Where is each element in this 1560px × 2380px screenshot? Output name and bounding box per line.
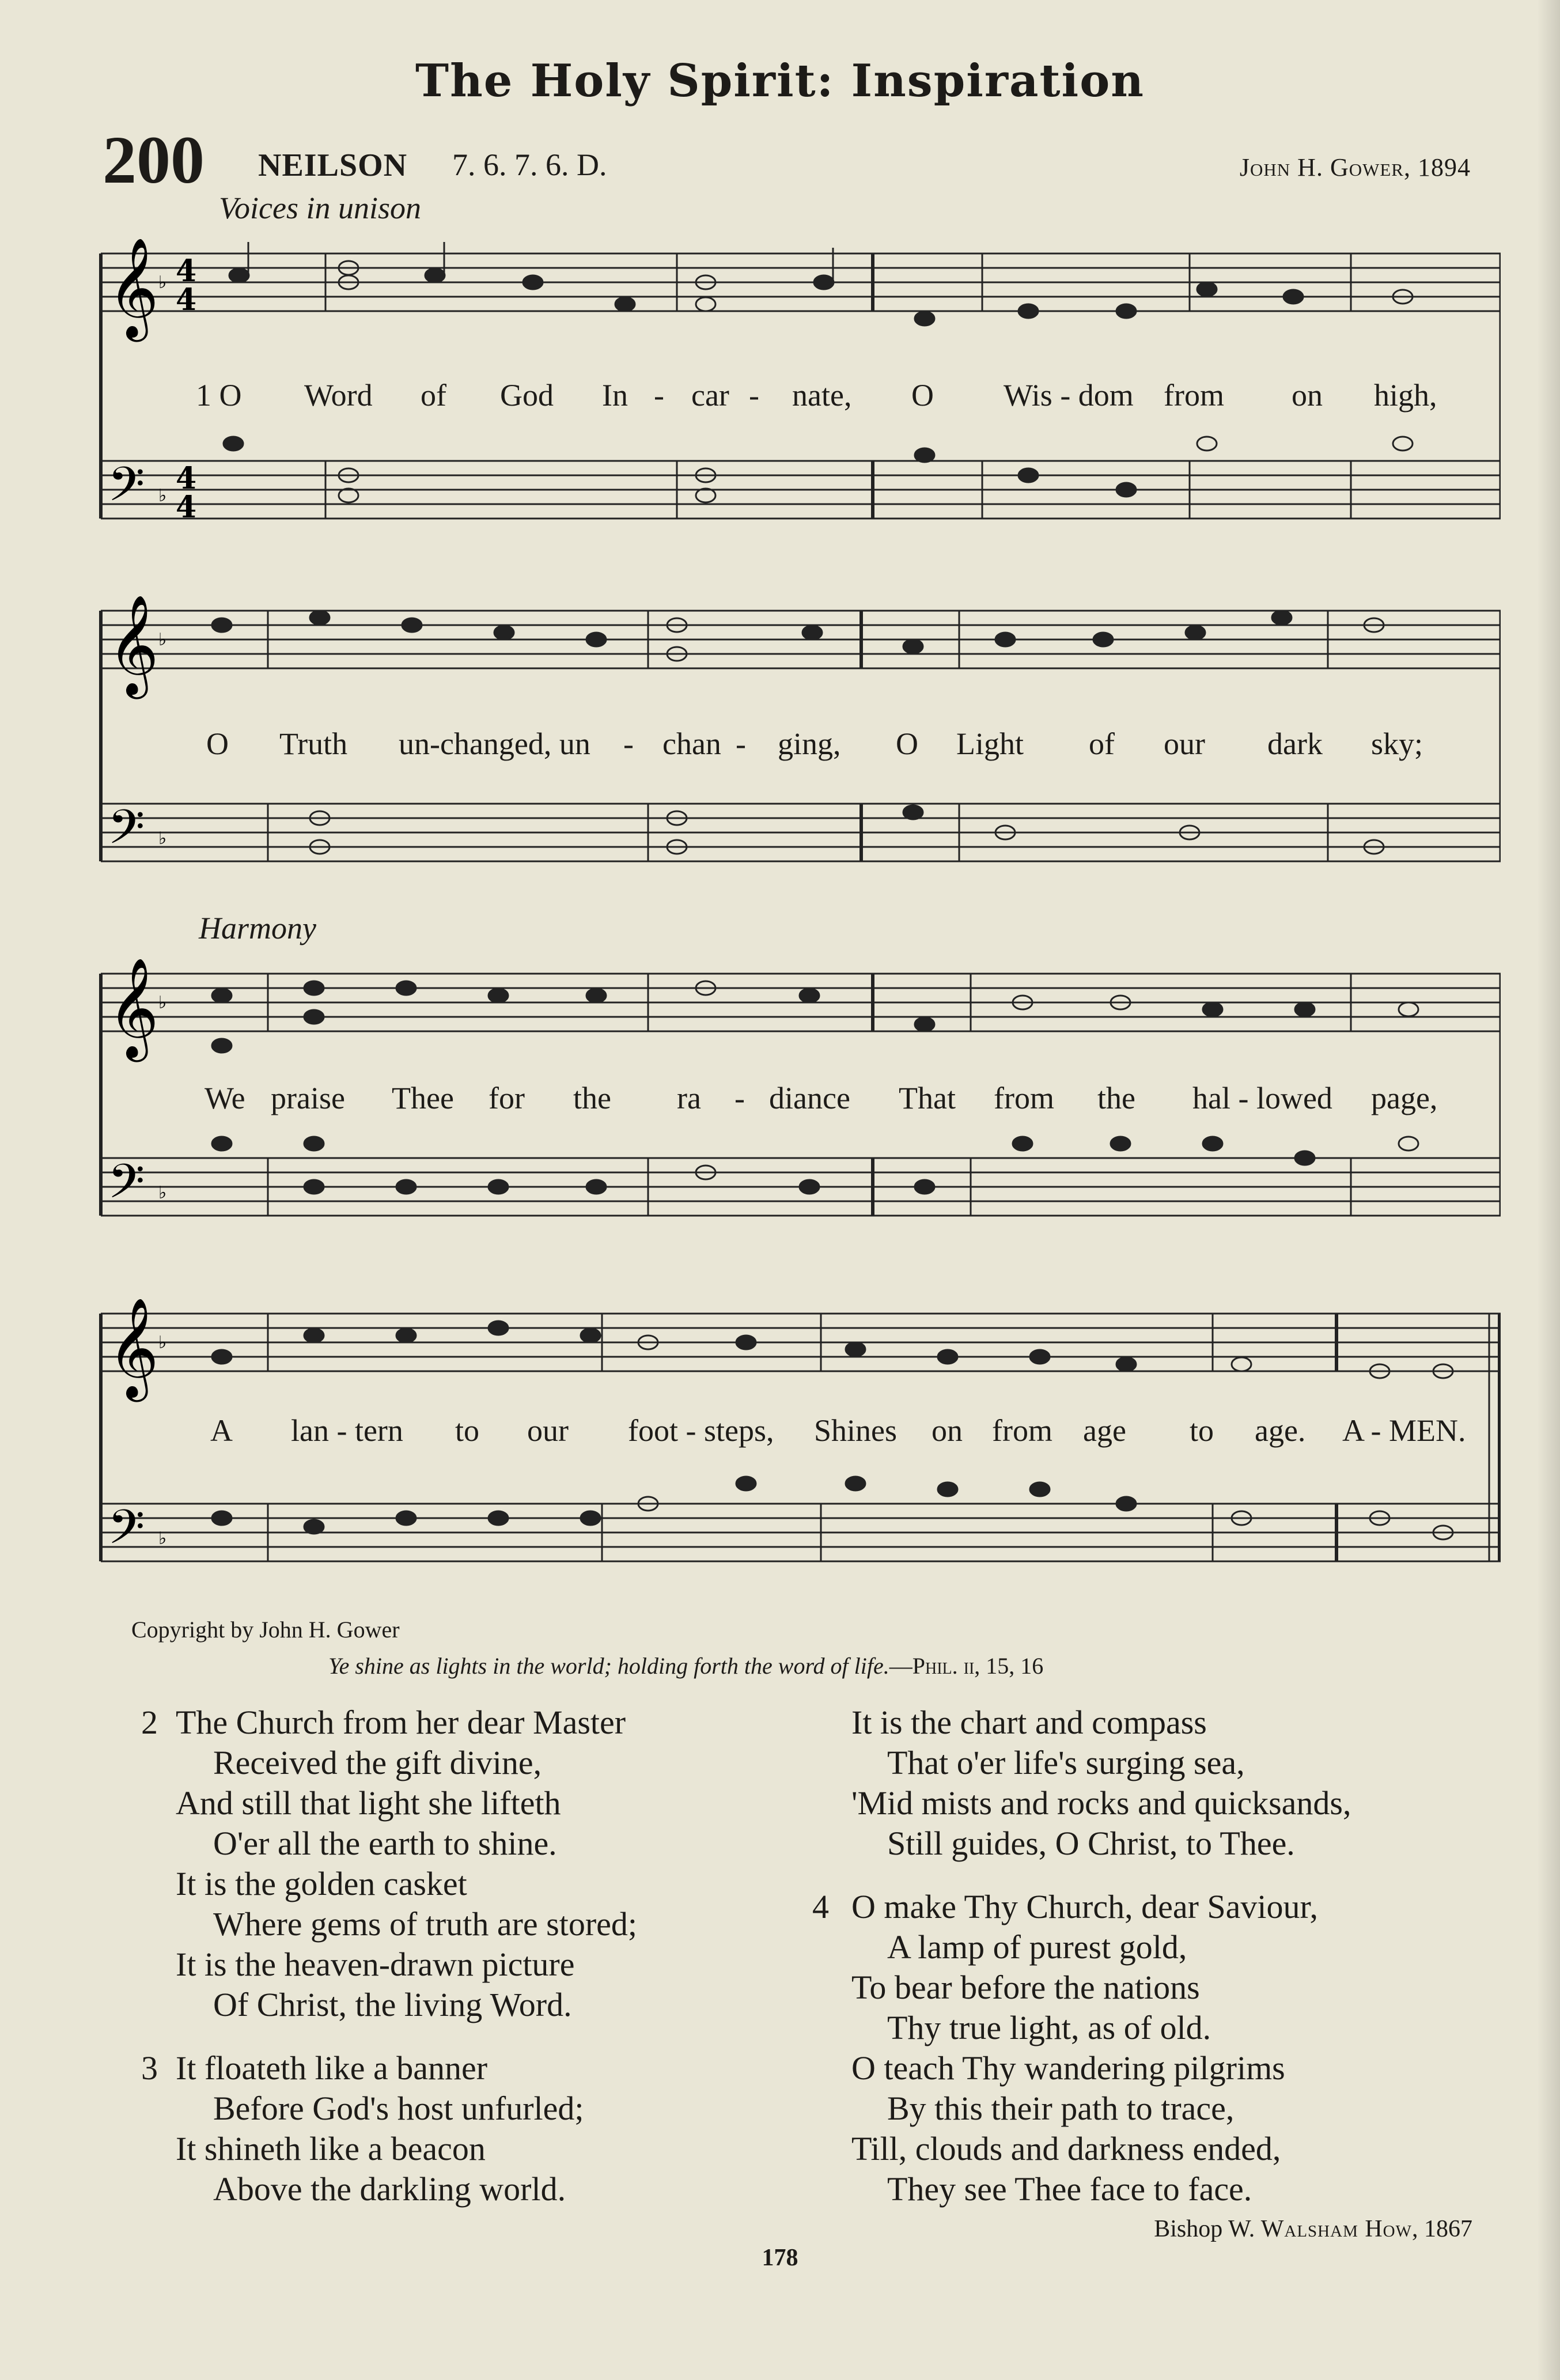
lyric-syllable: from [992,1413,1052,1448]
stanza-line: That o'er life's surging sea, [887,1744,1245,1781]
lyric-syllable: sky; [1371,727,1423,761]
stanza-line: Till, clouds and darkness ended, [851,2130,1281,2167]
lyric-syllable: high, [1374,378,1437,413]
lyric-syllable: on [1292,378,1323,413]
text-author [1154,2215,1472,2243]
stanza-line: And still that light she lifteth [176,1784,561,1822]
stanza-line: Where gems of truth are stored; [213,1905,637,1943]
lyric-syllable: age [1083,1413,1126,1448]
notes-system-1 [224,242,1413,502]
author-name: Walsham How [1260,2216,1412,2242]
stanza-line: It is the chart and compass [851,1704,1207,1741]
flat-sign-icon: ♭ [158,993,167,1013]
lyric-hyphen: - [736,727,746,761]
lyric-syllable: That [899,1081,956,1115]
stanza-line: It is the heaven-drawn picture [176,1946,575,1983]
scripture-dash: — [889,1653,912,1679]
lyric-syllable: to [455,1413,480,1448]
stanza-number: 2 [141,1704,158,1741]
stanza-3-continued [851,1702,1351,1864]
lyric-syllable: God [500,378,554,413]
lyric-syllable: Light [956,727,1024,761]
stanza-line: Still guides, O Christ, to Thee. [887,1825,1295,1862]
stanza-line: It shineth like a beacon [176,2130,486,2167]
treble-clef-icon: 𝄞 [108,1297,159,1398]
stanza-number: 3 [141,2049,158,2087]
meter: 7. 6. 7. 6. D. [452,147,607,182]
scripture-quote: Ye shine as lights in the world; holding forth the word of life. [328,1653,889,1679]
lyric-syllable: from [994,1081,1054,1115]
stanza-line: A lamp of purest gold, [887,1928,1187,1966]
lyric-syllable: of [1089,727,1115,761]
direction-harmony: Harmony [199,911,316,945]
stanza-line: O teach Thy wandering pilgrims [851,2049,1285,2087]
page-number: 178 [762,2245,798,2271]
treble-clef-icon: 𝄞 [108,237,159,338]
lyric-syllable: of [421,378,446,413]
stanza-line: It is the golden casket [176,1865,467,1902]
lyric-line-4 [0,1413,1560,1453]
scripture-citation: Phil. ii, 15, 16 [912,1653,1044,1679]
lyric-syllable: page, [1371,1081,1438,1115]
lyric-syllable: O [206,727,229,761]
stanza-number: 4 [812,1888,829,1925]
flat-sign-icon: ♭ [158,1333,167,1353]
lyric-hyphen: - [749,378,759,413]
lyric-syllable: age. [1255,1413,1306,1448]
stanza-line: Above the darkling world. [213,2170,566,2208]
page-binding-shadow [1537,0,1560,2380]
flat-sign-icon: ♭ [158,273,167,293]
lyric-line-2 [0,726,1560,766]
lyric-syllable: chan [662,727,721,761]
time-sig-top: 4 [176,461,197,496]
lyric-syllable: We [205,1081,245,1115]
lyric-syllable: Wis - dom [1004,378,1134,413]
lyric-syllable: diance [769,1081,850,1115]
time-sig-bottom: 4 [176,282,197,317]
lyric-syllable: on [932,1413,963,1448]
lyric-syllable: ging, [778,727,841,761]
lyric-syllable: O [896,727,918,761]
lyric-syllable: 1 O [196,378,242,413]
lyric-syllable: ra [677,1081,701,1115]
lyric-syllable: our [1164,727,1205,761]
stanza-line: Of Christ, the living Word. [213,1986,572,2023]
lyric-syllable: A [210,1413,233,1448]
lyric-syllable: dark [1267,727,1323,761]
stanza-2 [141,1702,637,2025]
section-title: The Holy Spirit: Inspiration [415,55,1145,107]
lyric-syllable: praise [271,1081,345,1115]
lyric-syllable: lan - tern [291,1413,403,1448]
treble-clef-icon: 𝄞 [108,595,159,695]
lyric-hyphen: - [623,727,634,761]
stanza-line: It floateth like a banner [176,2049,488,2087]
stanza-line: Received the gift divine, [213,1744,542,1781]
flat-sign-icon: ♭ [158,828,167,849]
lyric-syllable: the [573,1081,611,1115]
composer: John H. Gower, 1894 [1239,153,1471,181]
flat-sign-icon: ♭ [158,1528,167,1549]
stanza-line: They see Thee face to face. [887,2170,1252,2208]
lyric-syllable: nate, [792,378,852,413]
lyric-syllable: for [489,1081,525,1115]
lyric-syllable: Shines [814,1413,898,1448]
lyric-syllable: un-changed, un [399,727,590,761]
lyric-hyphen: - [654,378,664,413]
lyric-syllable: Truth [279,727,348,761]
stanza-line: Before God's host unfurled; [213,2090,584,2127]
lyric-line-1 [0,377,1560,418]
stanza-line: Thy true light, as of old. [887,2009,1211,2046]
stanza-line: To bear before the nations [851,1969,1200,2006]
bass-clef-icon: 𝄢 [108,1499,145,1567]
lyric-syllable: car [691,378,729,413]
treble-clef-icon: 𝄞 [108,958,159,1058]
lyric-syllable: In [602,378,628,413]
author-year: , 1867 [1412,2216,1472,2242]
lyric-syllable: A - MEN. [1342,1413,1466,1448]
stanza-line: By this their path to trace, [887,2090,1235,2127]
lyric-hyphen: - [734,1081,745,1115]
time-sig-bottom: 4 [176,490,197,525]
stanza-line: 'Mid mists and rocks and quicksands, [851,1784,1351,1822]
bass-clef-icon: 𝄢 [108,456,145,524]
lyric-syllable: O [911,378,934,413]
flat-sign-icon: ♭ [158,1183,167,1203]
flat-sign-icon: ♭ [158,630,167,650]
hymn-number: 200 [103,122,205,198]
copyright-notice: Copyright by John H. Gower [131,1617,400,1643]
stanza-line: O make Thy Church, dear Saviour, [851,1888,1319,1925]
lyric-syllable: to [1190,1413,1214,1448]
bass-clef-icon: 𝄢 [108,1153,145,1221]
stanza-4 [812,1887,1318,2209]
bass-clef-icon: 𝄢 [108,799,145,867]
direction-unison: Voices in unison [219,191,421,225]
stanza-3 [141,2048,584,2209]
lyric-syllable: hal - lowed [1192,1081,1332,1115]
flat-sign-icon: ♭ [158,486,167,506]
lyric-syllable: Word [304,378,373,413]
author-prefix: Bishop W. [1154,2216,1261,2242]
stanza-line: The Church from her dear Master [176,1704,626,1741]
lyric-syllable: our [527,1413,569,1448]
lyric-syllable: Thee [392,1081,454,1115]
scripture-reference [328,1652,1043,1679]
lyric-syllable: the [1097,1081,1135,1115]
lyric-syllable: from [1164,378,1224,413]
tune-name: NEILSON [258,147,408,183]
lyric-syllable: foot - steps, [628,1413,774,1448]
time-sig-top: 4 [176,253,197,289]
stanza-line: O'er all the earth to shine. [213,1825,557,1862]
lyric-line-3 [0,1080,1560,1121]
